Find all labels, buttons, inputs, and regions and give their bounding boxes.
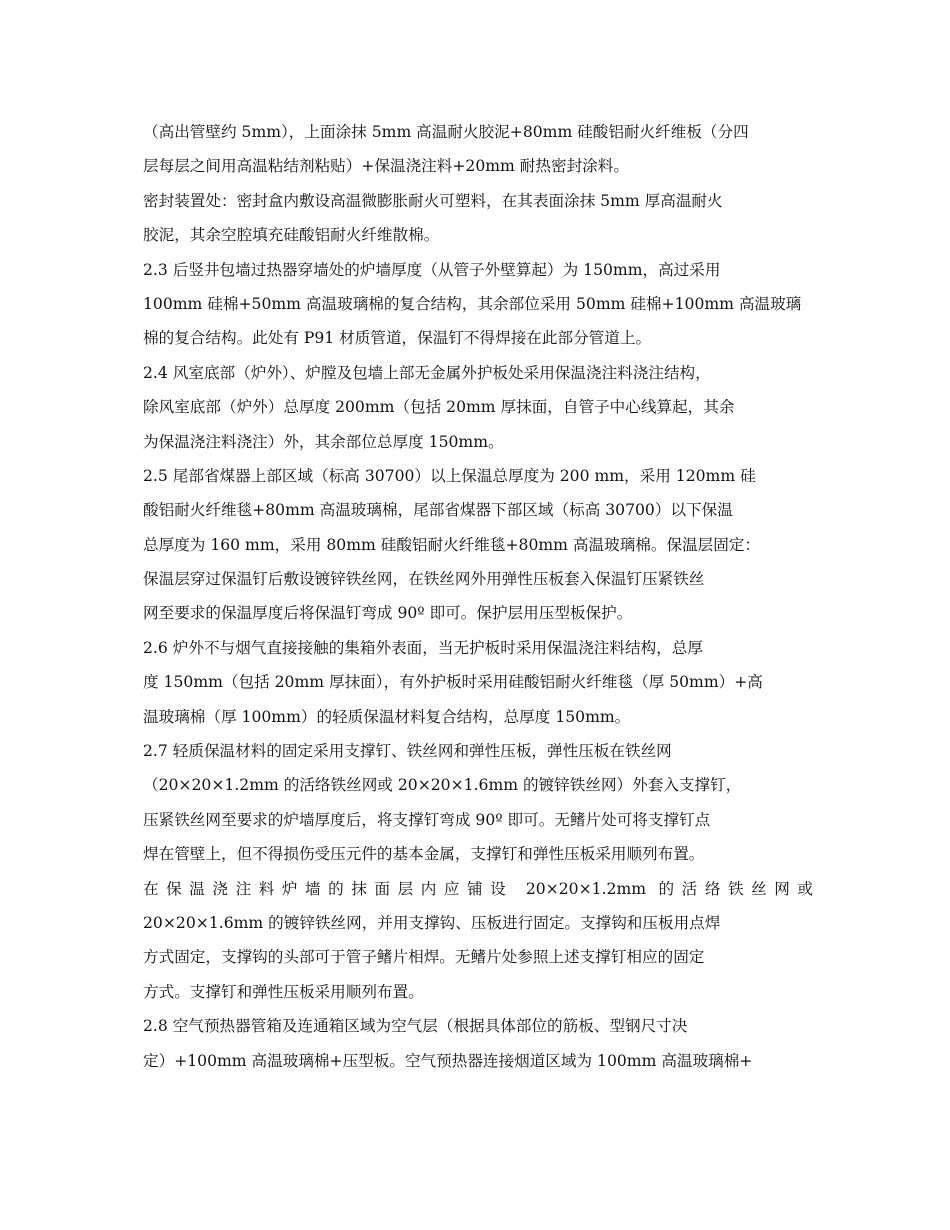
text-line: 定）+100mm 高温玻璃棉+压型板。空气预热器连接烟道区域为 100mm 高温玻璃棉+: [143, 1051, 753, 1070]
text-line: 压紧铁丝网至要求的炉墙厚度后，将支撑钉弯成 90º 即可。无鳍片处可将支撑钉点: [143, 810, 711, 829]
text-line: 胶泥，其余空腔填充硅酸铝耐火纤维散棉。: [143, 226, 440, 245]
text-line: 除风室底部（炉外）总厚度 200mm（包括 20mm 厚抹面，自管子中心线算起，其余: [143, 398, 735, 417]
text-line: （20×20×1.2mm 的活络铁丝网或 20×20×1.6mm 的镀锌铁丝网）外套入支撑钉，: [143, 776, 742, 795]
text-line: 总厚度为 160 mm，采用 80mm 硅酸铝耐火纤维毯+80mm 高温玻璃棉。保温层固定：: [143, 535, 761, 554]
text-line: 酸铝耐火纤维毯+80mm 高温玻璃棉，尾部省煤器下部区域（标高 30700）以下保温: [143, 501, 733, 520]
text-line: 棉的复合结构。此处有 P91 材质管道，保温钉不得焊接在此部分管道上。: [143, 329, 652, 348]
text-line: （高出管壁约 5mm），上面涂抹 5mm 高温耐火胶泥+80mm 硅酸铝耐火纤维板（分四: [143, 123, 749, 141]
text-line: 在保温浇注料炉墙的抹面层内应铺设 20×20×1.2mm 的活络铁丝网或: [143, 879, 813, 898]
text-line: 温玻璃棉（厚 100mm）的轻质保温材料复合结构，总厚度 150mm。: [143, 707, 631, 726]
text-line: 焊在管壁上，但不得损伤受压元件的基本金属，支撑钉和弹性压板采用顺列布置。: [143, 845, 705, 864]
text-line: 2.3 后竖井包墙过热器穿墙处的炉墙厚度（从管子外壁算起）为 150mm，高过采用: [143, 260, 721, 279]
text-line: 2.7 轻质保温材料的固定采用支撑钉、铁丝网和弹性压板，弹性压板在铁丝网: [143, 742, 672, 761]
text-line: 2.6 炉外不与烟气直接接触的集箱外表面，当无护板时采用保温浇注料结构，总厚: [143, 638, 703, 657]
text-line: 为保温浇注料浇注）外，其余部位总厚度 150mm。: [143, 432, 504, 451]
text-line: 2.8 空气预热器管箱及连通箱区域为空气层（根据具体部位的筋板、型钢尺寸决: [143, 1017, 688, 1036]
text-line: 方式。支撑钉和弹性压板采用顺列布置。: [143, 982, 424, 1001]
text-line: 方式固定，支撑钩的头部可于管子鳍片相焊。无鳍片处参照上述支撑钉相应的固定: [143, 948, 705, 967]
text-line: 网至要求的保温厚度后将保温钉弯成 90º 即可。保护层用压型板保护。: [143, 604, 633, 623]
text-line: 度 150mm（包括 20mm 厚抹面），有外护板时采用硅酸铝耐火纤维毯（厚 50mm）+高: [143, 673, 763, 692]
text-line: 层每层之间用高温粘结剂粘贴）+保温浇注料+20mm 耐热密封涂料。: [143, 157, 629, 176]
text-line: 20×20×1.6mm 的镀锌铁丝网，并用支撑钩、压板进行固定。支撑钩和压板用点焊: [143, 913, 721, 932]
text-line: 2.4 风室底部（炉外）、炉膛及包墙上部无金属外护板处采用保温浇注料浇注结构，: [143, 363, 711, 382]
text-line: 保温层穿过保温钉后敷设镀锌铁丝网，在铁丝网外用弹性压板套入保温钉压紧铁丝: [143, 570, 705, 589]
text-line: 100mm 硅棉+50mm 高温玻璃棉的复合结构，其余部位采用 50mm 硅棉+100mm 高温玻璃: [143, 294, 802, 313]
text-line: 2.5 尾部省煤器上部区域（标高 30700）以上保温总厚度为 200 mm，采用 120mm 硅: [143, 466, 756, 485]
text-line: 密封装置处：密封盒内敷设高温微膨胀耐火可塑料，在其表面涂抹 5mm 厚高温耐火: [143, 191, 723, 210]
document-body-text: [143, 115, 813, 1078]
